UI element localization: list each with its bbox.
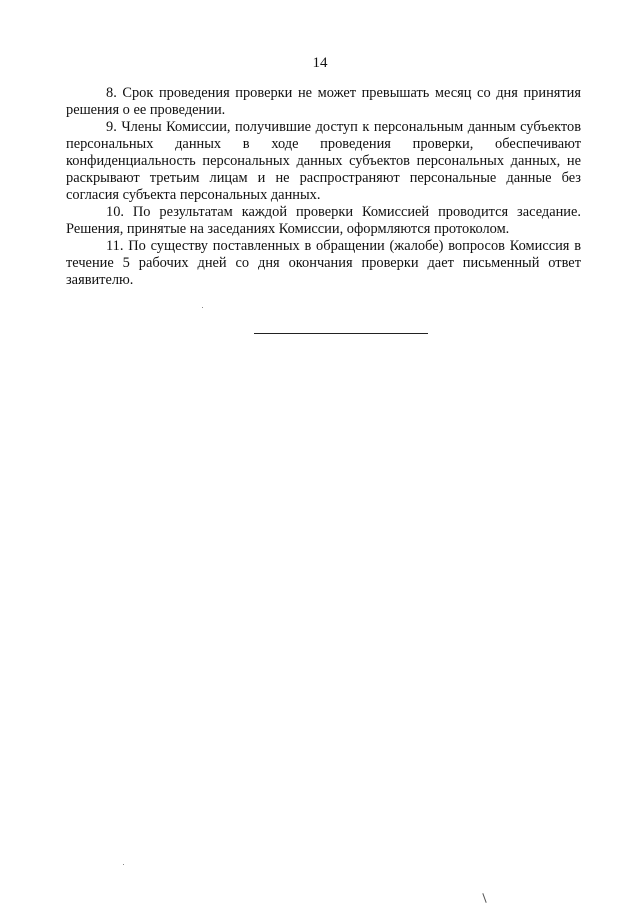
document-body [66, 85, 581, 289]
section-divider-line [254, 333, 428, 334]
page-number: 14 [312, 55, 328, 71]
scan-mark [482, 893, 486, 903]
paragraph-10: 10. По результатам каждой проверки Комиссией проводится заседание. Решения, принятые на заседаниях Комиссии, оформляются протоколом. [66, 204, 581, 237]
paragraph-11: 11. По существу поставленных в обращении (жалобе) вопросов Комиссия в течение 5 рабочих дней со дня окончания проверки дает письменный ответ заявителю. [66, 238, 581, 288]
paragraph-9: 9. Члены Комиссии, получившие доступ к персональным данным субъектов персональных данных в ходе проведения проверки, обеспечивают конфиденциальность персональных данных субъектов персональных данных, не раскрывают третьим лицам и не распространяют персональные данные без согласия субъекта персональных данных. [66, 119, 581, 203]
scan-speck [202, 307, 203, 308]
paragraph-8: 8. Срок проведения проверки не может превышать месяц со дня принятия решения о ее проведении. [66, 85, 581, 118]
scan-speck [123, 864, 124, 865]
